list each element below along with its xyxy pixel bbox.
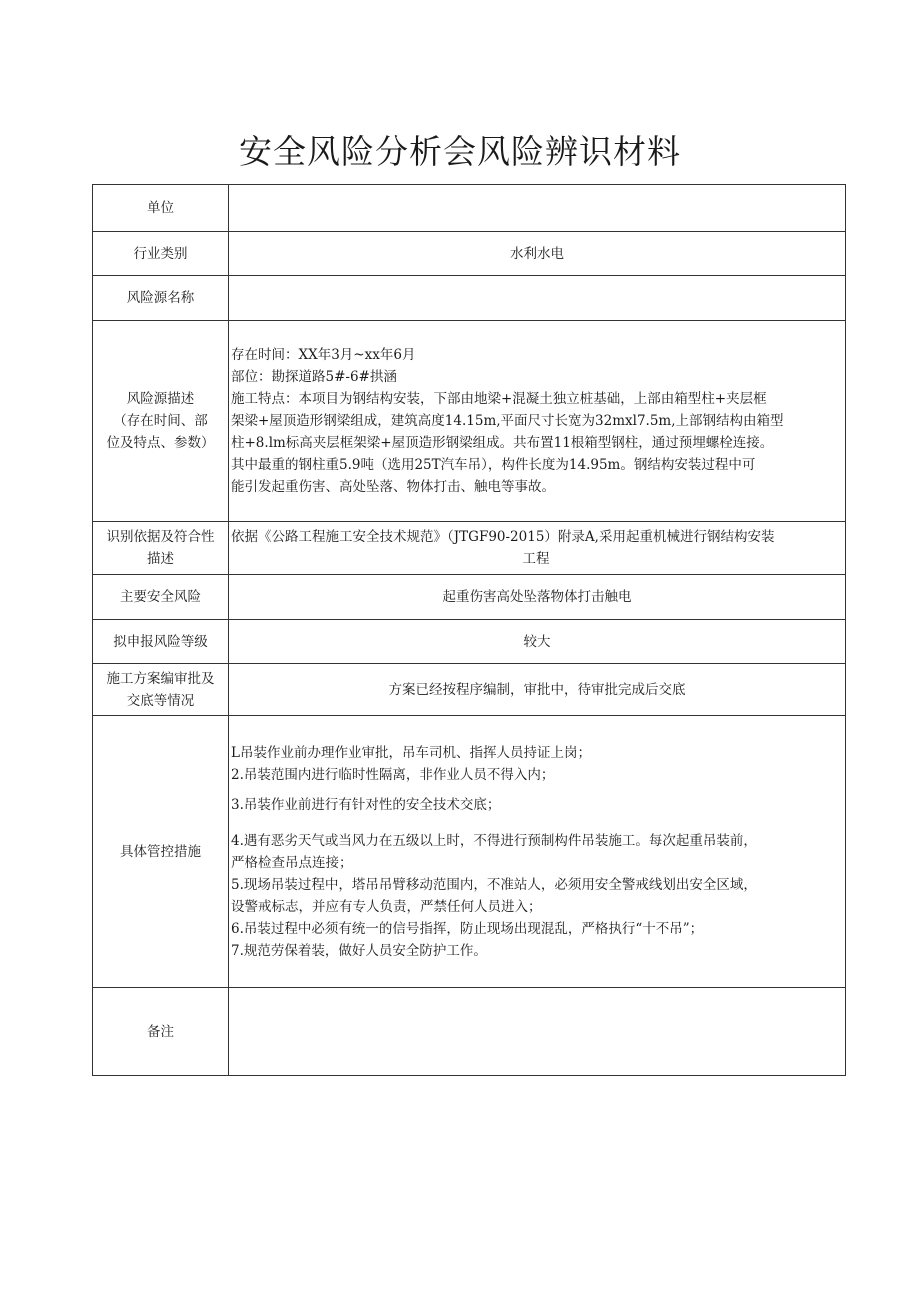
measure-item: L吊装作业前办理作业审批，吊车司机、指挥人员持证上岗； xyxy=(231,744,591,761)
label-risk-source-name: 风险源名称 xyxy=(93,276,229,321)
measure-item: 4.遇有恶劣天气或当风力在五级以上时，不得进行预制构件吊装施工。每次起重吊装前， xyxy=(231,832,757,849)
description-line: 存在时间：XX年3月~xx年6月 xyxy=(231,347,416,363)
description-line: 能引发起重伤害、高处坠落、物体打击、触电等事故。 xyxy=(231,479,555,495)
row-risk-description xyxy=(93,321,846,522)
value-remarks xyxy=(229,988,846,1076)
row-unit xyxy=(93,185,846,232)
row-basis xyxy=(93,522,846,575)
row-industry xyxy=(93,232,846,276)
measure-item: 严格检查吊点连接； xyxy=(231,854,353,871)
value-control-measures xyxy=(229,716,846,988)
label-plan-status xyxy=(93,664,229,716)
label-main-risks: 主要安全风险 xyxy=(93,575,229,620)
value-risk-description xyxy=(229,321,846,522)
value-plan-status: 方案已经按程序编制，审批中，待审批完成后交底 xyxy=(229,664,846,716)
row-control-measures xyxy=(93,716,846,988)
description-line: 施工特点：本项目为钢结构安装，下部由地梁+混凝土独立桩基础，上部由箱型柱+夹层框 xyxy=(231,391,767,407)
measure-item: 7.规范劳保着装，做好人员安全防护工作。 xyxy=(231,942,487,959)
row-risk-source-name xyxy=(93,276,846,321)
label-line: （存在时间、部 xyxy=(113,413,208,429)
label-unit: 单位 xyxy=(93,185,229,232)
value-unit xyxy=(229,185,846,232)
row-risk-level xyxy=(93,620,846,664)
value-main-risks: 起重伤害高处坠落物体打击触电 xyxy=(229,575,846,620)
basis-line: 工程 xyxy=(522,551,550,567)
measure-item: 5.现场吊装过程中，塔吊吊臂移动范围内，不准站人，必须用安全警戒线划出安全区域， xyxy=(231,876,757,893)
value-basis xyxy=(229,522,846,575)
label-control-measures: 具体管控措施 xyxy=(93,716,229,988)
description-line: 其中最重的钢柱重5.9吨（选用25T汽车吊），构件长度为14.95m。钢结构安装过程中可 xyxy=(231,457,756,473)
label-line: 识别依据及符合性 xyxy=(106,529,215,545)
label-line: 施工方案编审批及 xyxy=(106,670,215,687)
basis-line: 依据《公路工程施工安全技术规范》（JTGF90-2015）附录A,采用起重机械进行钢结构安装 xyxy=(231,529,775,545)
value-risk-source-name xyxy=(229,276,846,321)
risk-form-table xyxy=(92,184,846,1076)
label-risk-description xyxy=(93,321,229,522)
label-line: 描述 xyxy=(147,551,174,567)
description-line: 部位：勘探道路5#-6#拱涵 xyxy=(231,369,397,385)
measure-item: 6.吊装过程中必须有统一的信号指挥，防止现场出现混乱，严格执行“十不吊”； xyxy=(231,920,704,937)
measure-item: 2.吊装范围内进行临时性隔离，非作业人员不得入内； xyxy=(231,766,555,783)
description-line: 柱+8.lm标高夹层框架梁+屋顶造形钢梁组成。共布置11根箱型钢柱，通过预埋螺栓连接。 xyxy=(231,435,774,451)
row-main-risks xyxy=(93,575,846,620)
row-remarks xyxy=(93,988,846,1076)
document-title: 安全风险分析会风险辨识材料 xyxy=(239,132,681,171)
measure-item: 3.吊装作业前进行有针对性的安全技术交底； xyxy=(231,796,501,813)
measure-item: 设警戒标志，并应有专人负责，严禁任何人员进入； xyxy=(231,898,542,915)
label-line: 交底等情况 xyxy=(126,692,195,709)
value-industry: 水利水电 xyxy=(229,232,846,276)
label-line: 风险源描述 xyxy=(126,391,195,407)
description-line: 架梁+屋顶造形钢梁组成，建筑高度14.15m,平面尺寸长宽为32mxl7.5m,上部钢结构由箱型 xyxy=(231,413,784,429)
label-line: 位及特点、参数） xyxy=(106,435,215,451)
label-risk-level: 拟申报风险等级 xyxy=(93,620,229,664)
label-remarks: 备注 xyxy=(93,988,229,1076)
row-plan-status xyxy=(93,664,846,716)
label-industry: 行业类别 xyxy=(93,232,229,276)
value-risk-level: 较大 xyxy=(229,620,846,664)
label-basis xyxy=(93,522,229,575)
